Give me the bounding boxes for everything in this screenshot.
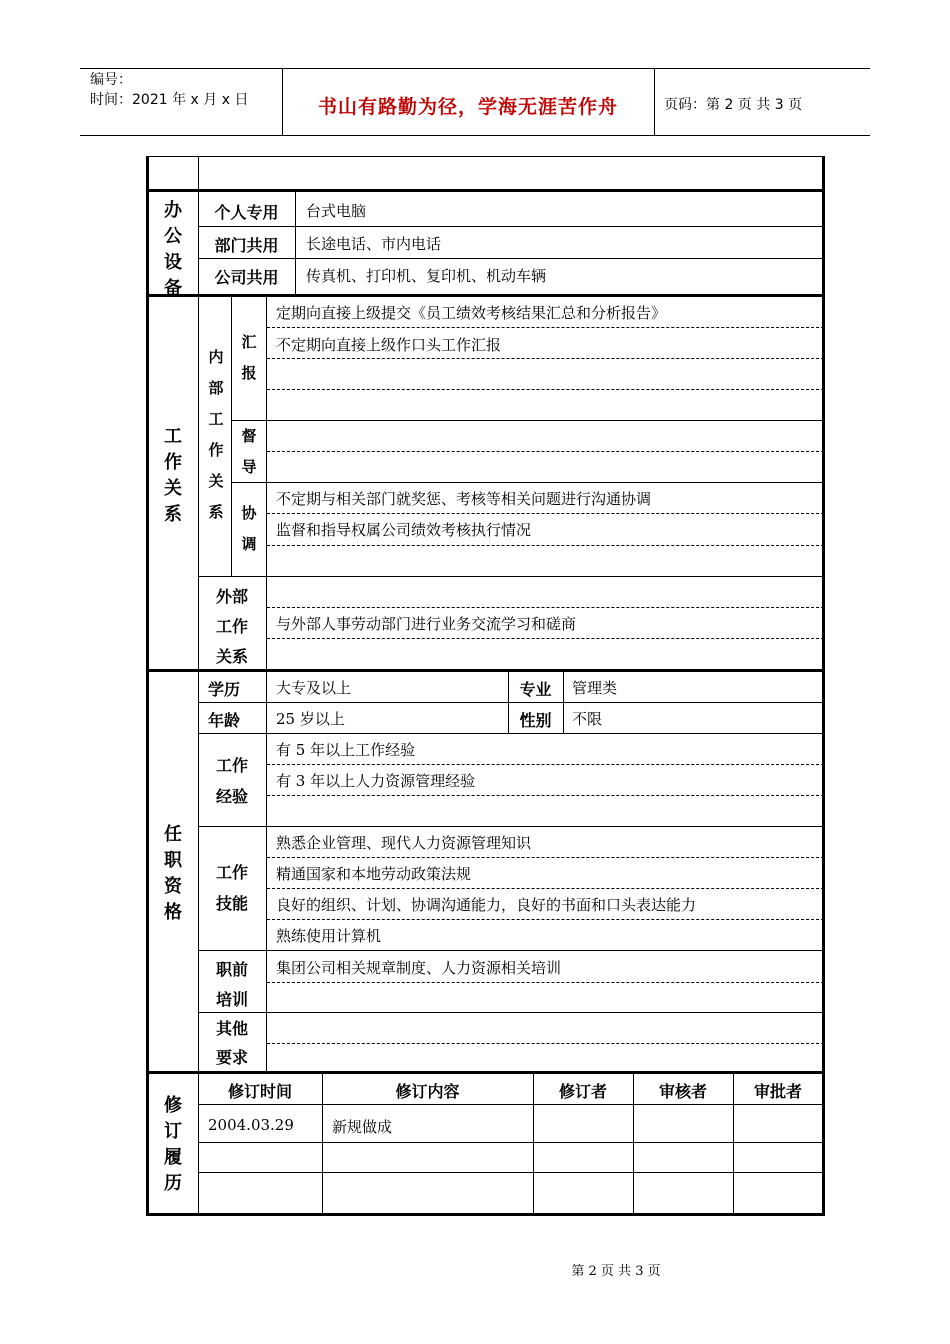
education-value: 大专及以上 <box>276 679 352 697</box>
col-divider <box>563 672 564 734</box>
header-page-info: 页码：第 2 页 共 3 页 <box>664 97 803 113</box>
row-divider <box>198 1142 824 1143</box>
skills-line: 精通国家和本地劳动政策法规 <box>276 865 472 883</box>
col-divider <box>266 297 267 669</box>
age-value: 25 岁以上 <box>276 710 345 728</box>
row-divider <box>198 702 824 703</box>
other-requirements-label-text: 其他要求 <box>215 1019 248 1067</box>
external-relations-label-text: 外部工作关系 <box>215 587 248 666</box>
major-value: 管理类 <box>572 679 618 697</box>
office-equipment-title: 办公设备 <box>164 200 182 299</box>
row-divider <box>231 482 824 483</box>
office-row-value: 传真机、打印机、复印机、机动车辆 <box>306 267 547 285</box>
dashed-divider <box>267 638 824 639</box>
revision-header-reviewer: 审核者 <box>658 1082 707 1101</box>
col-divider <box>231 297 232 576</box>
document-date: 时间：2021 年 x 月 x 日 <box>90 92 249 108</box>
internal-relations-title: 内部工作关系 <box>208 348 224 521</box>
dashed-divider <box>267 545 824 546</box>
office-row-value: 台式电脑 <box>306 202 367 220</box>
header-divider <box>654 68 655 136</box>
coordinate-line: 不定期与相关部门就奖惩、考核等相关问题进行沟通协调 <box>276 490 652 508</box>
header-top-rule <box>80 68 870 69</box>
coordinate-label: 协调 <box>241 504 257 553</box>
document-number: 编号： <box>90 72 132 88</box>
revision-history-title: 修订履历 <box>164 1095 182 1194</box>
training-label <box>198 955 266 1015</box>
skills-line: 熟练使用计算机 <box>276 927 382 945</box>
dashed-divider <box>267 389 824 390</box>
table-left-border <box>146 156 149 1216</box>
office-row-label: 公司共用 <box>214 268 279 287</box>
row-divider <box>198 226 824 227</box>
skills-line: 良好的组织、计划、协调沟通能力，良好的书面和口头表达能力 <box>276 896 697 914</box>
report-line: 不定期向直接上级作口头工作汇报 <box>276 336 502 354</box>
row-divider <box>198 576 824 577</box>
report-line: 定期向直接上级提交《员工绩效考核结果汇总和分析报告》 <box>276 304 667 322</box>
revision-header-reviser: 修订者 <box>558 1082 607 1101</box>
training-label-text: 职前培训 <box>215 960 248 1009</box>
dashed-divider <box>267 327 824 328</box>
revision-cell-date: 2004.03.29 <box>208 1116 294 1134</box>
col-divider <box>295 192 296 295</box>
other-requirements-label <box>198 1014 266 1072</box>
dashed-divider <box>267 857 824 858</box>
dashed-divider <box>267 919 824 920</box>
office-row-label: 个人专用 <box>214 203 279 222</box>
skills-label <box>198 857 266 919</box>
section-separator <box>148 189 824 192</box>
dashed-divider <box>267 513 824 514</box>
gender-value: 不限 <box>572 710 603 728</box>
dashed-divider <box>267 982 824 983</box>
experience-label-text: 工作经验 <box>215 756 248 806</box>
row-divider <box>198 950 824 951</box>
external-relations-label <box>198 582 266 672</box>
revision-header-approver: 审批者 <box>753 1082 802 1101</box>
row-divider <box>198 1104 824 1105</box>
revision-header-content: 修订内容 <box>395 1082 460 1101</box>
coordinate-line: 监督和指导权属公司绩效考核执行情况 <box>276 521 532 539</box>
report-label: 汇报 <box>241 333 257 382</box>
revision-header-date: 修订时间 <box>227 1082 292 1101</box>
experience-line: 有 3 年以上人力资源管理经验 <box>276 772 476 790</box>
revision-cell-content: 新规做成 <box>332 1118 393 1136</box>
table-right-border <box>822 156 825 1216</box>
office-row-label: 部门共用 <box>214 236 279 255</box>
experience-line: 有 5 年以上工作经验 <box>276 741 416 759</box>
gender-label: 性别 <box>519 711 552 730</box>
dashed-divider <box>267 795 824 796</box>
office-row-value: 长途电话、市内电话 <box>306 235 442 253</box>
row-divider <box>231 420 824 421</box>
dashed-divider <box>267 764 824 765</box>
dashed-divider <box>267 358 824 359</box>
dashed-divider <box>267 451 824 452</box>
row-divider <box>198 826 824 827</box>
dashed-divider <box>267 888 824 889</box>
age-label: 年龄 <box>207 711 240 730</box>
major-label: 专业 <box>519 680 552 699</box>
dashed-divider <box>267 607 824 608</box>
qualifications-title: 任职资格 <box>164 824 182 923</box>
row-divider <box>198 258 824 259</box>
experience-label <box>198 750 266 812</box>
header-motto: 书山有路勤为径，学海无涯苦作舟 <box>317 96 618 118</box>
dashed-divider <box>267 1043 824 1044</box>
table-top-border <box>148 156 824 157</box>
footer-page-number: 第 2 页 共 3 页 <box>571 1264 661 1279</box>
table-bottom-border <box>146 1213 825 1216</box>
skills-label-text: 工作技能 <box>215 863 248 913</box>
education-label: 学历 <box>207 680 240 699</box>
training-line: 集团公司相关规章制度、人力资源相关培训 <box>276 959 562 977</box>
row-divider <box>198 1172 824 1173</box>
work-relations-title: 工作关系 <box>164 426 182 525</box>
supervise-label: 督导 <box>241 427 257 476</box>
row-divider <box>198 733 824 734</box>
external-line: 与外部人事劳动部门进行业务交流学习和磋商 <box>276 615 577 633</box>
header-bottom-rule <box>80 135 870 136</box>
section-separator <box>148 294 824 297</box>
skills-line: 熟悉企业管理、现代人力资源管理知识 <box>276 834 532 852</box>
row-divider <box>198 1012 824 1013</box>
